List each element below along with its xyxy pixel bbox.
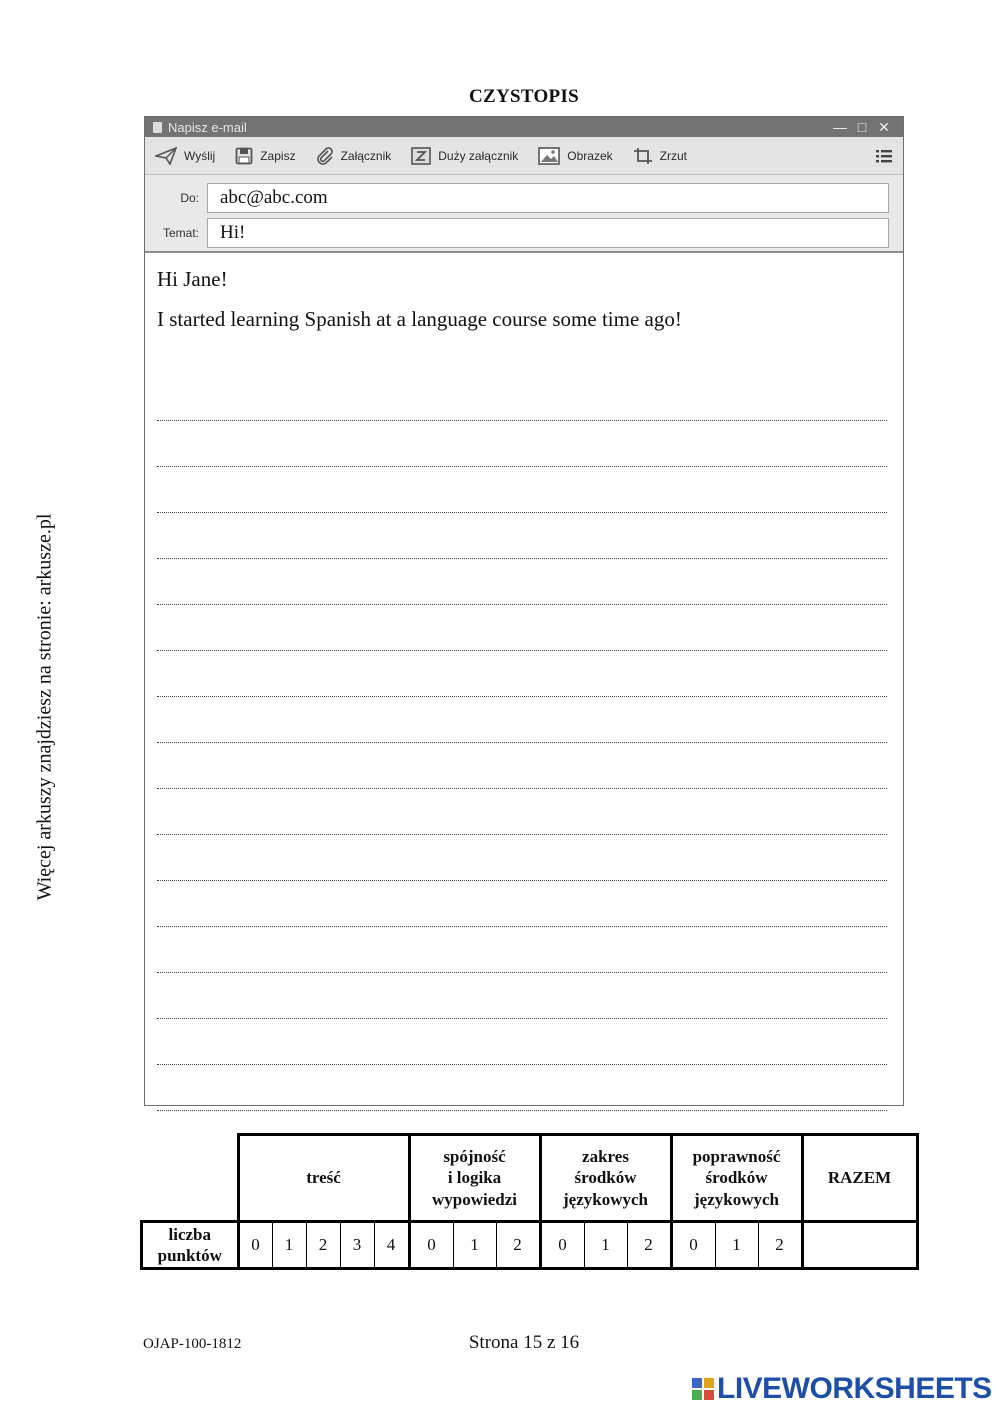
save-icon [235,147,253,165]
attachment-button[interactable] [316,147,392,165]
writing-line[interactable] [157,513,887,559]
send-button[interactable] [155,147,215,165]
brand-squares-icon [692,1378,714,1400]
menu-list-icon[interactable] [875,148,893,164]
score-cell[interactable]: 1 [453,1222,496,1269]
close-icon[interactable]: ✕ [878,118,890,135]
to-label: Do: [180,190,199,205]
send-icon [155,147,177,165]
image-label: Obrazek [567,148,613,163]
subject-row [145,216,903,249]
screenshot-button[interactable] [633,147,687,165]
total-score-cell[interactable] [802,1222,917,1269]
minimize-icon[interactable]: — [833,119,847,135]
writing-line[interactable] [157,421,887,467]
large-attachment-button[interactable] [411,147,518,165]
footer-page-number: Strona 15 z 16 [468,1332,580,1353]
writing-line[interactable] [157,697,887,743]
writing-line[interactable] [157,835,887,881]
to-row [145,181,903,214]
large-attachment-icon [411,147,431,165]
first-sentence: I started learning Spanish at a language course some time ago! [157,307,682,331]
writing-line[interactable] [157,881,887,927]
send-label: Wyślij [184,148,216,163]
header-coherence: spójność i logika wypowiedzi [409,1135,540,1222]
maximize-icon[interactable]: □ [857,119,867,135]
header-content: treść [238,1135,409,1222]
score-cell[interactable]: 2 [758,1222,802,1269]
save-label: Zapisz [260,148,296,163]
email-toolbar [145,137,903,175]
writing-line[interactable] [157,1019,887,1065]
window-title: Napisz e-mail [168,119,247,135]
writing-line[interactable] [157,375,887,421]
score-cell[interactable]: 2 [496,1222,540,1269]
header-total: RAZEM [802,1135,917,1222]
score-cell[interactable]: 2 [627,1222,671,1269]
save-button[interactable] [235,147,295,165]
score-cell[interactable]: 0 [671,1222,715,1269]
email-header-fields [145,175,903,253]
large-attachment-label: Duży załącznik [438,148,519,163]
attachment-label: Załącznik [340,148,392,163]
document-icon [153,122,162,133]
writing-line[interactable] [157,927,887,973]
score-cell[interactable]: 1 [715,1222,758,1269]
image-button[interactable] [538,147,612,165]
subject-field[interactable]: Hi! [207,218,889,248]
score-cell[interactable]: 3 [340,1222,374,1269]
score-cell[interactable]: 0 [540,1222,584,1269]
score-cell[interactable]: 1 [584,1222,627,1269]
subject-label: Temat: [162,225,199,240]
brand-text: LIVEWORKSHEETS [717,1372,992,1405]
side-watermark-text: Więcej arkuszy znajdziesz na stronie: arkusze.pl [33,513,56,901]
score-cell[interactable]: 0 [238,1222,272,1269]
writing-line[interactable] [157,467,887,513]
row-label-points: liczba punktów [142,1222,239,1269]
writing-line[interactable] [157,973,887,1019]
score-table [140,1133,919,1270]
to-field[interactable]: abc@abc.com [207,183,889,213]
score-cell[interactable]: 4 [374,1222,409,1269]
writing-line[interactable] [157,1065,887,1111]
score-cell[interactable]: 1 [272,1222,306,1269]
writing-lines[interactable] [157,375,887,1111]
header-accuracy: poprawność środków językowych [671,1135,802,1222]
screenshot-label: Zrzut [659,148,687,163]
writing-line[interactable] [157,605,887,651]
page-title: CZYSTOPIS [468,86,580,107]
header-range: zakres środków językowych [540,1135,671,1222]
greeting-text: Hi Jane! [157,267,228,291]
writing-line[interactable] [157,559,887,605]
score-cell[interactable]: 0 [409,1222,453,1269]
window-titlebar [145,117,903,137]
crop-icon [633,147,653,165]
score-cell[interactable]: 2 [306,1222,340,1269]
paperclip-icon [316,147,334,165]
writing-line[interactable] [157,789,887,835]
email-body[interactable] [145,253,903,330]
writing-line[interactable] [157,651,887,697]
footer-exam-code: OJAP-100-1812 [143,1336,242,1352]
image-icon [538,147,560,165]
email-window [144,116,904,1106]
liveworksheets-logo [692,1372,992,1406]
writing-line[interactable] [157,743,887,789]
